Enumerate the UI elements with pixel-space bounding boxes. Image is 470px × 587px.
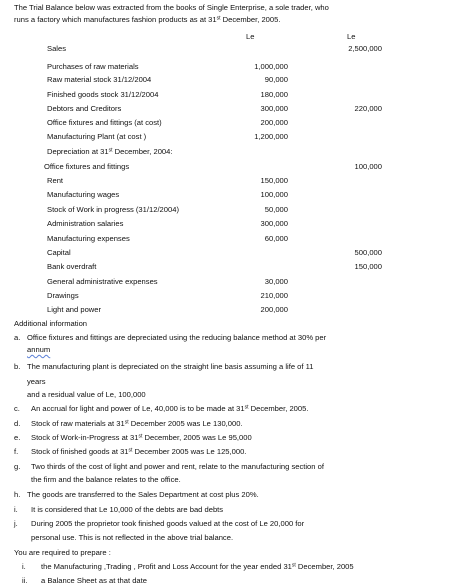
- item-b-line-2: years: [27, 377, 46, 386]
- table-cell-col2: 220,000: [354, 104, 382, 113]
- table-row-label: Administration salaries: [47, 219, 124, 228]
- table-cell-col1: 50,000: [264, 205, 288, 214]
- intro-line-1: The Trial Balance below was extracted from the books of Single Enterprise, a sole trader, who: [14, 3, 329, 12]
- item-f-line-1: Stock of finished goods at 31st December 2005 was Le 125,000.: [31, 447, 247, 456]
- required-marker-ii: ii.: [22, 576, 28, 585]
- intro-line-2-tail: December, 2005.: [220, 15, 281, 24]
- table-cell-col1: 200,000: [260, 118, 288, 127]
- table-row-label: Office fixtures and fittings (at cost): [47, 118, 162, 127]
- item-g-marker: g.: [14, 462, 21, 471]
- item-i-line-1: It is considered that Le 10,000 of the debts are bad debts: [31, 505, 224, 514]
- table-cell-col1: 150,000: [260, 176, 288, 185]
- table-cell-col2: 500,000: [354, 248, 382, 257]
- item-a-marker: a.: [14, 333, 21, 342]
- table-cell-col2: 2,500,000: [348, 44, 382, 53]
- required-item-i: the Manufacturing ,Trading , Profit and Loss Account for the year ended 31st December, 2005: [41, 562, 354, 571]
- table-row-label: Purchases of raw materials: [47, 62, 139, 71]
- item-b-line-3: and a residual value of Le, 100,000: [27, 390, 146, 399]
- table-row-label: Raw material stock 31/12/2004: [47, 75, 152, 84]
- table-row-label: General administrative expenses: [47, 277, 158, 286]
- item-a-annum: annum: [27, 345, 51, 354]
- item-g-line-2: the firm and the balance relates to the office.: [31, 475, 181, 484]
- table-cell-col2: 100,000: [354, 162, 382, 171]
- table-row-label: Capital: [47, 248, 71, 257]
- table-row-label: Manufacturing expenses: [47, 234, 130, 243]
- item-b-marker: b.: [14, 362, 21, 371]
- item-a-line-1: Office fixtures and fittings are depreciated using the reducing balance method at 30% per: [27, 333, 327, 342]
- column-header-2: Le: [347, 32, 356, 41]
- intro-line-2: [14, 16, 280, 24]
- item-g-line-1: Two thirds of the cost of light and power and rent, relate to the manufacturing section of: [31, 462, 324, 471]
- table-cell-col1: 1,000,000: [254, 62, 288, 71]
- table-row-label: Rent: [47, 176, 64, 185]
- table-cell-col1: 300,000: [260, 104, 288, 113]
- item-a-line-2: [27, 346, 50, 354]
- additional-info-heading: Additional information: [14, 319, 88, 328]
- item-d-line-1: Stock of raw materials at 31st December 2005 was Le 130,000.: [31, 419, 243, 428]
- table-cell-col1: 30,000: [264, 277, 288, 286]
- item-j-marker: j.: [14, 519, 18, 528]
- required-heading: You are required to prepare :: [14, 548, 111, 557]
- item-j-line-1: During 2005 the proprietor took finished goods valued at the cost of Le 20,000 for: [31, 519, 305, 528]
- table-row-label: Bank overdraft: [47, 262, 97, 271]
- item-i-marker: i.: [14, 505, 18, 514]
- required-marker-i: i.: [22, 562, 26, 571]
- table-row-label: Stock of Work in progress (31/12/2004): [47, 205, 179, 214]
- table-row-label: Light and power: [47, 305, 102, 314]
- intro-line-2-text: runs a factory which manufactures fashion products as at 31: [14, 15, 217, 24]
- table-cell-col1: 180,000: [260, 90, 288, 99]
- item-h-line-1: The goods are transferred to the Sales Department at cost plus 20%.: [27, 490, 259, 499]
- item-h-marker: h.: [14, 490, 21, 499]
- item-b-line-1: The manufacturing plant is depreciated on the straight line basis assuming a life of 11: [27, 362, 314, 371]
- item-j-line-2: personal use. This is not reflected in the above trial balance.: [31, 533, 234, 542]
- table-row-label: Office fixtures and fittings: [44, 162, 130, 171]
- table-cell-col1: 210,000: [260, 291, 288, 300]
- table-row-label: Debtors and Creditors: [47, 104, 122, 113]
- item-e-line-1: Stock of Work-in-Progress at 31st December, 2005 was Le 95,000: [31, 433, 252, 442]
- table-row-label: Manufacturing wages: [47, 190, 120, 199]
- column-header-1: Le: [246, 32, 255, 41]
- item-d-marker: d.: [14, 419, 21, 428]
- item-c-marker: c.: [14, 404, 20, 413]
- table-row-label: Drawings: [47, 291, 79, 300]
- table-cell-col1: 60,000: [264, 234, 288, 243]
- table-cell-col2: 150,000: [354, 262, 382, 271]
- table-row-label: Finished goods stock 31/12/2004: [47, 90, 159, 99]
- item-f-marker: f.: [14, 447, 19, 456]
- table-cell-col1: 200,000: [260, 305, 288, 314]
- table-cell-col1: 1,200,000: [254, 132, 288, 141]
- table-cell-col1: 300,000: [260, 219, 288, 228]
- table-row-label: Depreciation at 31st December, 2004:: [47, 147, 173, 156]
- intro-line-2-sup: st: [216, 15, 221, 22]
- required-item-ii: a Balance Sheet as at that date: [41, 576, 147, 585]
- table-row-label: Manufacturing Plant (at cost ): [47, 132, 147, 141]
- table-row-label: Sales: [47, 44, 66, 53]
- table-cell-col1: 100,000: [260, 190, 288, 199]
- item-c-line-1: An accrual for light and power of Le, 40,000 is to be made at 31st December, 2005.: [31, 404, 309, 413]
- item-e-marker: e.: [14, 433, 21, 442]
- table-cell-col1: 90,000: [264, 75, 288, 84]
